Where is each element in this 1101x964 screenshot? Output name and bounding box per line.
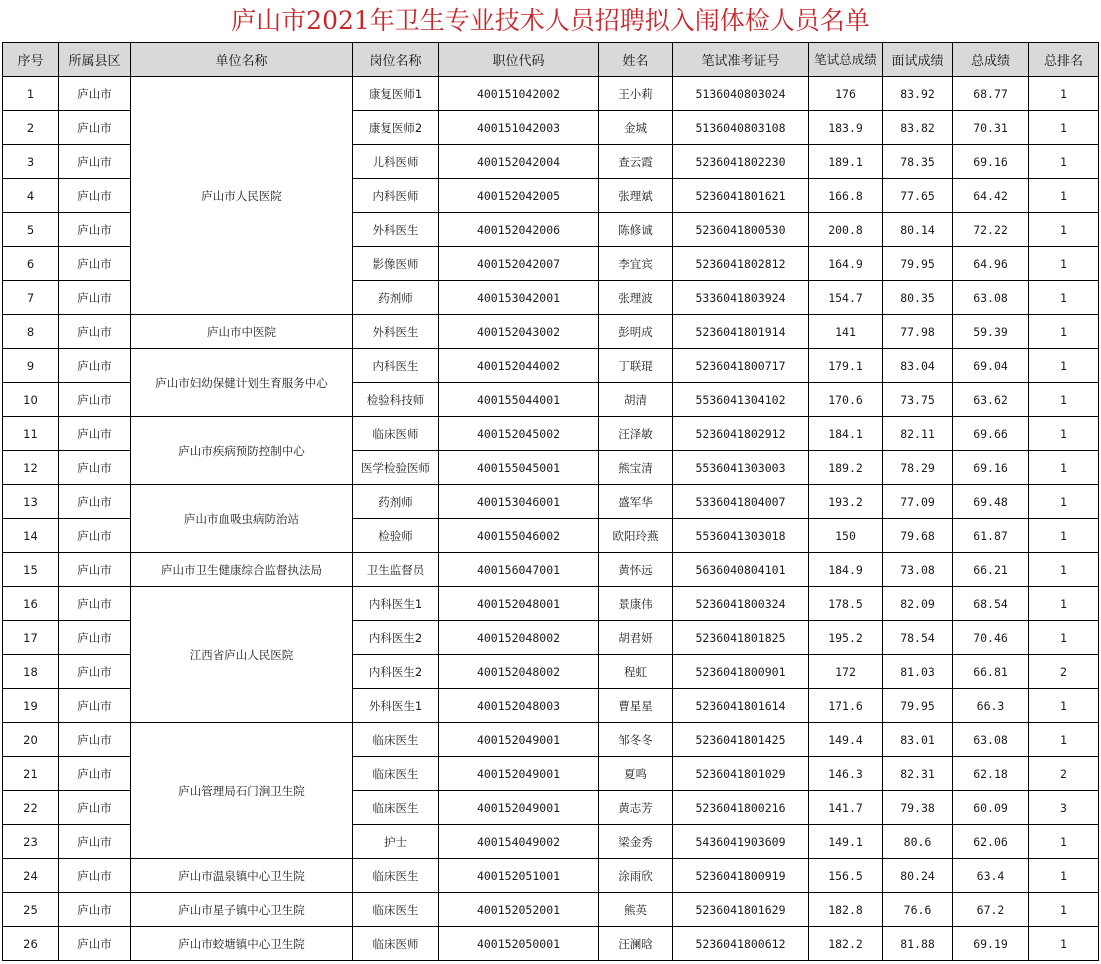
cell-unit: 庐山市疾病预防控制中心 — [131, 417, 353, 485]
cell-county: 庐山市 — [59, 417, 131, 451]
cell-rank: 3 — [1029, 791, 1099, 825]
cell-code: 400152048001 — [439, 587, 599, 621]
cell-name: 涂雨欣 — [599, 859, 673, 893]
cell-code: 400152049001 — [439, 791, 599, 825]
cell-written: 170.6 — [809, 383, 883, 417]
cell-post: 儿科医师 — [353, 145, 439, 179]
table-row — [3, 315, 1099, 349]
cell-total: 70.31 — [953, 111, 1029, 145]
cell-rank: 1 — [1029, 247, 1099, 281]
cell-total: 72.22 — [953, 213, 1029, 247]
cell-total: 63.08 — [953, 281, 1029, 315]
cell-total: 69.16 — [953, 145, 1029, 179]
cell-exam-no: 5536041304102 — [673, 383, 809, 417]
cell-total: 69.48 — [953, 485, 1029, 519]
cell-rank: 1 — [1029, 553, 1099, 587]
cell-total: 64.96 — [953, 247, 1029, 281]
cell-name: 王小莉 — [599, 77, 673, 111]
cell-written: 171.6 — [809, 689, 883, 723]
cell-total: 67.2 — [953, 893, 1029, 927]
cell-county: 庐山市 — [59, 111, 131, 145]
table-row — [3, 77, 1099, 111]
cell-name: 李宜宾 — [599, 247, 673, 281]
table-row — [3, 587, 1099, 621]
cell-seq: 19 — [3, 689, 59, 723]
cell-interview: 82.09 — [883, 587, 953, 621]
cell-seq: 6 — [3, 247, 59, 281]
header-seq: 序号 — [3, 43, 59, 77]
cell-interview: 73.08 — [883, 553, 953, 587]
cell-exam-no: 5236041800612 — [673, 927, 809, 961]
cell-exam-no: 5236041802230 — [673, 145, 809, 179]
cell-name: 夏鸣 — [599, 757, 673, 791]
cell-county: 庐山市 — [59, 791, 131, 825]
cell-total: 66.3 — [953, 689, 1029, 723]
cell-interview: 83.04 — [883, 349, 953, 383]
cell-total: 63.08 — [953, 723, 1029, 757]
cell-county: 庐山市 — [59, 485, 131, 519]
cell-written: 176 — [809, 77, 883, 111]
cell-total: 69.04 — [953, 349, 1029, 383]
cell-seq: 1 — [3, 77, 59, 111]
cell-county: 庐山市 — [59, 451, 131, 485]
table-row — [3, 417, 1099, 451]
cell-rank: 2 — [1029, 757, 1099, 791]
header-code: 职位代码 — [439, 43, 599, 77]
cell-post: 卫生监督员 — [353, 553, 439, 587]
cell-exam-no: 5236041800919 — [673, 859, 809, 893]
cell-seq: 23 — [3, 825, 59, 859]
cell-seq: 15 — [3, 553, 59, 587]
cell-name: 盛军华 — [599, 485, 673, 519]
cell-total: 64.42 — [953, 179, 1029, 213]
cell-interview: 81.88 — [883, 927, 953, 961]
cell-rank: 1 — [1029, 349, 1099, 383]
cell-rank: 1 — [1029, 519, 1099, 553]
cell-interview: 82.11 — [883, 417, 953, 451]
cell-exam-no: 5636040804101 — [673, 553, 809, 587]
cell-exam-no: 5336041803924 — [673, 281, 809, 315]
cell-written: 146.3 — [809, 757, 883, 791]
cell-rank: 1 — [1029, 383, 1099, 417]
cell-post: 内科医生 — [353, 349, 439, 383]
header-name: 姓名 — [599, 43, 673, 77]
cell-seq: 5 — [3, 213, 59, 247]
cell-rank: 1 — [1029, 417, 1099, 451]
cell-post: 医学检验医师 — [353, 451, 439, 485]
cell-unit: 庐山市卫生健康综合监督执法局 — [131, 553, 353, 587]
cell-county: 庐山市 — [59, 621, 131, 655]
cell-exam-no: 5236041801614 — [673, 689, 809, 723]
table-row — [3, 927, 1099, 961]
cell-exam-no: 5236041801425 — [673, 723, 809, 757]
cell-county: 庐山市 — [59, 179, 131, 213]
cell-exam-no: 5236041802812 — [673, 247, 809, 281]
cell-written: 141 — [809, 315, 883, 349]
header-post: 岗位名称 — [353, 43, 439, 77]
cell-post: 临床医生 — [353, 893, 439, 927]
cell-name: 张理斌 — [599, 179, 673, 213]
cell-post: 临床医师 — [353, 927, 439, 961]
page-title: 庐山市2021年卫生专业技术人员招聘拟入闱体检人员名单 — [231, 6, 870, 35]
cell-exam-no: 5236041801825 — [673, 621, 809, 655]
cell-interview: 80.14 — [883, 213, 953, 247]
cell-post: 临床医生 — [353, 757, 439, 791]
cell-rank: 1 — [1029, 621, 1099, 655]
cell-code: 400152042006 — [439, 213, 599, 247]
cell-total: 63.62 — [953, 383, 1029, 417]
cell-county: 庐山市 — [59, 689, 131, 723]
cell-interview: 83.01 — [883, 723, 953, 757]
cell-total: 69.16 — [953, 451, 1029, 485]
cell-post: 外科医生 — [353, 213, 439, 247]
cell-county: 庐山市 — [59, 655, 131, 689]
cell-county: 庐山市 — [59, 77, 131, 111]
cell-exam-no: 5536041303018 — [673, 519, 809, 553]
cell-rank: 1 — [1029, 587, 1099, 621]
cell-interview: 76.6 — [883, 893, 953, 927]
cell-interview: 73.75 — [883, 383, 953, 417]
cell-total: 59.39 — [953, 315, 1029, 349]
cell-unit: 庐山市妇幼保健计划生育服务中心 — [131, 349, 353, 417]
cell-total: 69.19 — [953, 927, 1029, 961]
cell-name: 胡君妍 — [599, 621, 673, 655]
cell-post: 康复医师1 — [353, 77, 439, 111]
cell-interview: 77.65 — [883, 179, 953, 213]
cell-exam-no: 5236041801914 — [673, 315, 809, 349]
cell-rank: 1 — [1029, 825, 1099, 859]
cell-name: 查云霞 — [599, 145, 673, 179]
cell-interview: 78.29 — [883, 451, 953, 485]
cell-post: 内科医生1 — [353, 587, 439, 621]
cell-unit: 庐山管理局石门涧卫生院 — [131, 723, 353, 859]
cell-seq: 25 — [3, 893, 59, 927]
results-table — [2, 42, 1099, 961]
cell-post: 临床医生 — [353, 859, 439, 893]
cell-unit: 庐山市星子镇中心卫生院 — [131, 893, 353, 927]
cell-written: 150 — [809, 519, 883, 553]
cell-total: 60.09 — [953, 791, 1029, 825]
cell-interview: 83.92 — [883, 77, 953, 111]
cell-written: 149.4 — [809, 723, 883, 757]
cell-interview: 82.31 — [883, 757, 953, 791]
cell-unit: 江西省庐山人民医院 — [131, 587, 353, 723]
cell-exam-no: 5236041800901 — [673, 655, 809, 689]
cell-name: 丁联琨 — [599, 349, 673, 383]
cell-post: 影像医师 — [353, 247, 439, 281]
cell-name: 汪澜晗 — [599, 927, 673, 961]
cell-written: 154.7 — [809, 281, 883, 315]
cell-code: 400152049001 — [439, 757, 599, 791]
header-county: 所属县区 — [59, 43, 131, 77]
cell-seq: 24 — [3, 859, 59, 893]
cell-interview: 80.6 — [883, 825, 953, 859]
cell-total: 66.81 — [953, 655, 1029, 689]
cell-seq: 13 — [3, 485, 59, 519]
table-row — [3, 893, 1099, 927]
cell-total: 68.77 — [953, 77, 1029, 111]
cell-rank: 1 — [1029, 485, 1099, 519]
header-total: 总成绩 — [953, 43, 1029, 77]
cell-post: 药剂师 — [353, 485, 439, 519]
cell-name: 陈修诚 — [599, 213, 673, 247]
cell-code: 400152050001 — [439, 927, 599, 961]
header-exam-no: 笔试准考证号 — [673, 43, 809, 77]
table-row — [3, 485, 1099, 519]
cell-rank: 1 — [1029, 281, 1099, 315]
cell-code: 400152045002 — [439, 417, 599, 451]
cell-interview: 78.35 — [883, 145, 953, 179]
cell-written: 189.2 — [809, 451, 883, 485]
cell-code: 400152043002 — [439, 315, 599, 349]
cell-name: 熊宝清 — [599, 451, 673, 485]
cell-rank: 1 — [1029, 893, 1099, 927]
cell-code: 400152044002 — [439, 349, 599, 383]
cell-seq: 8 — [3, 315, 59, 349]
cell-interview: 80.35 — [883, 281, 953, 315]
cell-interview: 81.03 — [883, 655, 953, 689]
cell-county: 庐山市 — [59, 859, 131, 893]
cell-rank: 1 — [1029, 213, 1099, 247]
table-row — [3, 859, 1099, 893]
cell-post: 内科医生2 — [353, 655, 439, 689]
cell-written: 182.2 — [809, 927, 883, 961]
cell-total: 63.4 — [953, 859, 1029, 893]
cell-exam-no: 5136040803108 — [673, 111, 809, 145]
cell-code: 400151042003 — [439, 111, 599, 145]
cell-exam-no: 5136040803024 — [673, 77, 809, 111]
cell-post: 检验科技师 — [353, 383, 439, 417]
cell-post: 临床医生 — [353, 791, 439, 825]
cell-name: 黄怀远 — [599, 553, 673, 587]
cell-rank: 1 — [1029, 77, 1099, 111]
cell-county: 庐山市 — [59, 757, 131, 791]
table-row — [3, 723, 1099, 757]
cell-name: 黄志芳 — [599, 791, 673, 825]
cell-written: 166.8 — [809, 179, 883, 213]
cell-name: 景康伟 — [599, 587, 673, 621]
cell-code: 400154049002 — [439, 825, 599, 859]
cell-unit: 庐山市蛟塘镇中心卫生院 — [131, 927, 353, 961]
cell-written: 172 — [809, 655, 883, 689]
cell-county: 庐山市 — [59, 213, 131, 247]
cell-exam-no: 5236041800324 — [673, 587, 809, 621]
cell-code: 400155045001 — [439, 451, 599, 485]
cell-code: 400152048002 — [439, 621, 599, 655]
cell-written: 183.9 — [809, 111, 883, 145]
cell-rank: 1 — [1029, 451, 1099, 485]
cell-interview: 79.95 — [883, 689, 953, 723]
cell-seq: 26 — [3, 927, 59, 961]
cell-code: 400152051001 — [439, 859, 599, 893]
cell-county: 庐山市 — [59, 825, 131, 859]
cell-county: 庐山市 — [59, 247, 131, 281]
cell-post: 护士 — [353, 825, 439, 859]
cell-post: 康复医师2 — [353, 111, 439, 145]
cell-code: 400151042002 — [439, 77, 599, 111]
cell-county: 庐山市 — [59, 315, 131, 349]
cell-total: 62.06 — [953, 825, 1029, 859]
cell-post: 临床医生 — [353, 723, 439, 757]
cell-name: 熊英 — [599, 893, 673, 927]
cell-written: 178.5 — [809, 587, 883, 621]
cell-interview: 78.54 — [883, 621, 953, 655]
cell-code: 400152052001 — [439, 893, 599, 927]
cell-written: 182.8 — [809, 893, 883, 927]
cell-county: 庐山市 — [59, 145, 131, 179]
cell-seq: 3 — [3, 145, 59, 179]
cell-written: 184.9 — [809, 553, 883, 587]
cell-interview: 79.68 — [883, 519, 953, 553]
cell-code: 400155044001 — [439, 383, 599, 417]
cell-seq: 4 — [3, 179, 59, 213]
cell-written: 200.8 — [809, 213, 883, 247]
cell-seq: 22 — [3, 791, 59, 825]
cell-code: 400152049001 — [439, 723, 599, 757]
cell-seq: 14 — [3, 519, 59, 553]
cell-total: 69.66 — [953, 417, 1029, 451]
cell-written: 164.9 — [809, 247, 883, 281]
cell-interview: 77.98 — [883, 315, 953, 349]
cell-written: 195.2 — [809, 621, 883, 655]
cell-code: 400152042007 — [439, 247, 599, 281]
cell-code: 400156047001 — [439, 553, 599, 587]
cell-seq: 20 — [3, 723, 59, 757]
cell-written: 149.1 — [809, 825, 883, 859]
cell-post: 临床医师 — [353, 417, 439, 451]
cell-name: 欧阳玲燕 — [599, 519, 673, 553]
cell-code: 400155046002 — [439, 519, 599, 553]
cell-name: 张理波 — [599, 281, 673, 315]
cell-exam-no: 5536041303003 — [673, 451, 809, 485]
cell-exam-no: 5236041800216 — [673, 791, 809, 825]
cell-county: 庐山市 — [59, 553, 131, 587]
cell-unit: 庐山市中医院 — [131, 315, 353, 349]
cell-unit: 庐山市血吸虫病防治站 — [131, 485, 353, 553]
cell-name: 梁金秀 — [599, 825, 673, 859]
cell-written: 141.7 — [809, 791, 883, 825]
cell-rank: 1 — [1029, 111, 1099, 145]
cell-code: 400152048002 — [439, 655, 599, 689]
cell-rank: 1 — [1029, 315, 1099, 349]
cell-post: 检验师 — [353, 519, 439, 553]
cell-interview: 80.24 — [883, 859, 953, 893]
cell-total: 62.18 — [953, 757, 1029, 791]
cell-exam-no: 5436041903609 — [673, 825, 809, 859]
cell-seq: 2 — [3, 111, 59, 145]
cell-exam-no: 5236041801029 — [673, 757, 809, 791]
cell-exam-no: 5236041800530 — [673, 213, 809, 247]
cell-seq: 16 — [3, 587, 59, 621]
cell-exam-no: 5336041804007 — [673, 485, 809, 519]
cell-code: 400153046001 — [439, 485, 599, 519]
cell-unit: 庐山市温泉镇中心卫生院 — [131, 859, 353, 893]
table-row — [3, 553, 1099, 587]
cell-written: 179.1 — [809, 349, 883, 383]
cell-county: 庐山市 — [59, 349, 131, 383]
cell-seq: 9 — [3, 349, 59, 383]
cell-county: 庐山市 — [59, 927, 131, 961]
table-body — [3, 77, 1099, 961]
cell-seq: 18 — [3, 655, 59, 689]
cell-written: 189.1 — [809, 145, 883, 179]
cell-written: 156.5 — [809, 859, 883, 893]
cell-county: 庐山市 — [59, 281, 131, 315]
cell-rank: 1 — [1029, 723, 1099, 757]
cell-post: 外科医生 — [353, 315, 439, 349]
cell-total: 61.87 — [953, 519, 1029, 553]
cell-post: 内科医生2 — [353, 621, 439, 655]
cell-code: 400152042004 — [439, 145, 599, 179]
header-written: 笔试总成绩 — [809, 43, 883, 77]
cell-code: 400153042001 — [439, 281, 599, 315]
header-interview: 面试成绩 — [883, 43, 953, 77]
cell-total: 66.21 — [953, 553, 1029, 587]
cell-exam-no: 5236041801629 — [673, 893, 809, 927]
cell-county: 庐山市 — [59, 893, 131, 927]
cell-seq: 7 — [3, 281, 59, 315]
cell-seq: 17 — [3, 621, 59, 655]
cell-written: 193.2 — [809, 485, 883, 519]
cell-interview: 79.38 — [883, 791, 953, 825]
cell-post: 药剂师 — [353, 281, 439, 315]
cell-name: 彭明成 — [599, 315, 673, 349]
cell-county: 庐山市 — [59, 519, 131, 553]
cell-name: 金城 — [599, 111, 673, 145]
table-header-row — [3, 43, 1099, 77]
cell-county: 庐山市 — [59, 383, 131, 417]
cell-exam-no: 5236041802912 — [673, 417, 809, 451]
cell-exam-no: 5236041801621 — [673, 179, 809, 213]
cell-total: 70.46 — [953, 621, 1029, 655]
cell-total: 68.54 — [953, 587, 1029, 621]
cell-rank: 1 — [1029, 179, 1099, 213]
cell-county: 庐山市 — [59, 723, 131, 757]
cell-seq: 12 — [3, 451, 59, 485]
cell-rank: 1 — [1029, 859, 1099, 893]
cell-rank: 1 — [1029, 689, 1099, 723]
cell-rank: 1 — [1029, 145, 1099, 179]
cell-seq: 21 — [3, 757, 59, 791]
cell-interview: 77.09 — [883, 485, 953, 519]
cell-name: 曹星星 — [599, 689, 673, 723]
cell-name: 胡清 — [599, 383, 673, 417]
cell-seq: 10 — [3, 383, 59, 417]
cell-name: 邹冬冬 — [599, 723, 673, 757]
cell-rank: 2 — [1029, 655, 1099, 689]
table-row — [3, 349, 1099, 383]
header-unit: 单位名称 — [131, 43, 353, 77]
cell-name: 汪泽敏 — [599, 417, 673, 451]
cell-post: 外科医生1 — [353, 689, 439, 723]
cell-code: 400152042005 — [439, 179, 599, 213]
cell-written: 184.1 — [809, 417, 883, 451]
cell-interview: 79.95 — [883, 247, 953, 281]
cell-interview: 83.82 — [883, 111, 953, 145]
cell-seq: 11 — [3, 417, 59, 451]
cell-exam-no: 5236041800717 — [673, 349, 809, 383]
cell-unit: 庐山市人民医院 — [131, 77, 353, 315]
header-rank: 总排名 — [1029, 43, 1099, 77]
cell-county: 庐山市 — [59, 587, 131, 621]
cell-rank: 1 — [1029, 927, 1099, 961]
cell-post: 内科医师 — [353, 179, 439, 213]
cell-code: 400152048003 — [439, 689, 599, 723]
cell-name: 程虹 — [599, 655, 673, 689]
